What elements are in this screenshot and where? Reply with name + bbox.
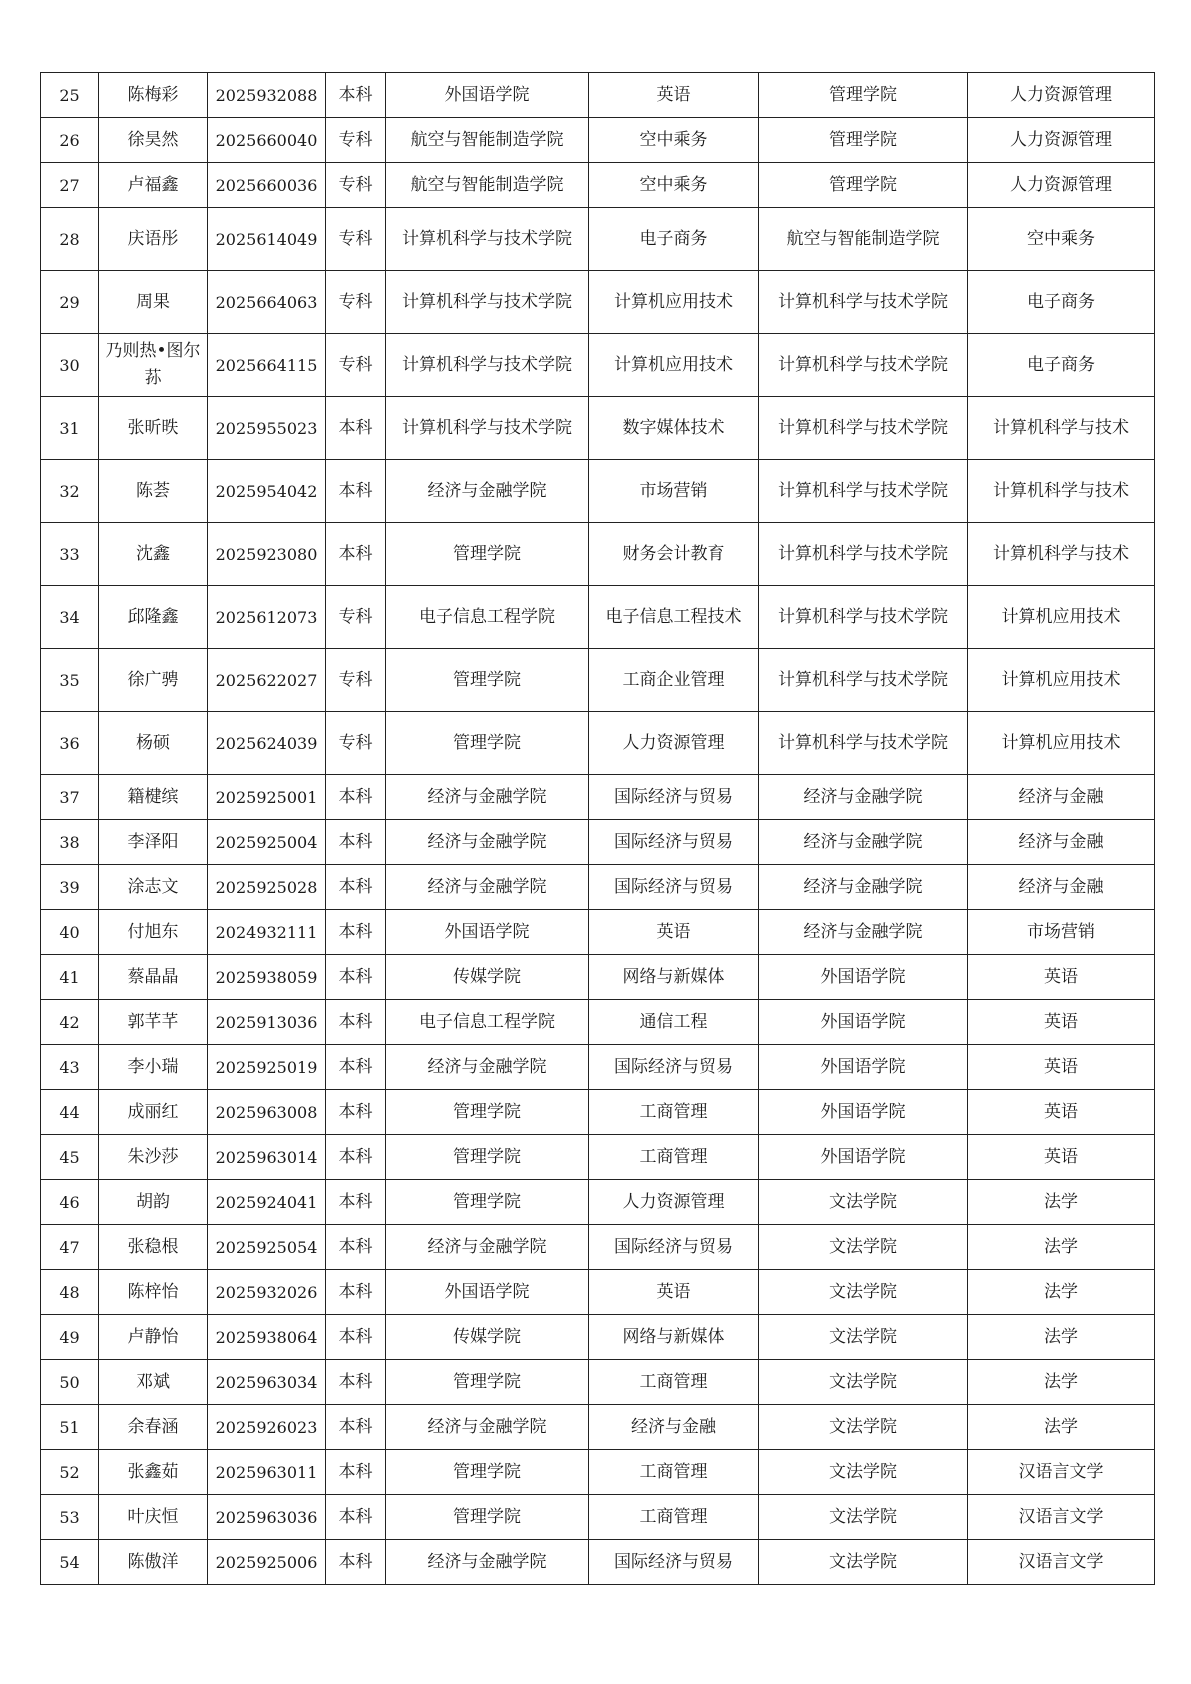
student-id-cell: 2025925028 bbox=[208, 865, 326, 910]
original-major-cell: 国际经济与贸易 bbox=[589, 865, 759, 910]
student-name-cell: 李泽阳 bbox=[99, 820, 208, 865]
original-college-cell: 管理学院 bbox=[386, 1450, 589, 1495]
original-major-cell: 工商管理 bbox=[589, 1450, 759, 1495]
student-name-cell: 卢福鑫 bbox=[99, 163, 208, 208]
original-major-cell: 财务会计教育 bbox=[589, 523, 759, 586]
row-number-cell: 43 bbox=[41, 1045, 99, 1090]
student-name-cell: 付旭东 bbox=[99, 910, 208, 955]
student-name-cell: 庆语彤 bbox=[99, 208, 208, 271]
student-id-cell: 2025932026 bbox=[208, 1270, 326, 1315]
original-major-cell: 人力资源管理 bbox=[589, 712, 759, 775]
target-college-cell: 文法学院 bbox=[759, 1450, 968, 1495]
original-college-cell: 经济与金融学院 bbox=[386, 460, 589, 523]
student-name-cell: 陈梅彩 bbox=[99, 73, 208, 118]
student-name-cell: 沈鑫 bbox=[99, 523, 208, 586]
target-major-cell: 计算机科学与技术 bbox=[968, 397, 1155, 460]
target-major-cell: 电子商务 bbox=[968, 271, 1155, 334]
education-level-cell: 专科 bbox=[326, 208, 386, 271]
original-college-cell: 管理学院 bbox=[386, 1180, 589, 1225]
student-id-cell: 2025963036 bbox=[208, 1495, 326, 1540]
target-major-cell: 计算机应用技术 bbox=[968, 712, 1155, 775]
student-name-cell: 蔡晶晶 bbox=[99, 955, 208, 1000]
target-college-cell: 外国语学院 bbox=[759, 1135, 968, 1180]
transfer-roster-table bbox=[40, 72, 1155, 1585]
target-major-cell: 法学 bbox=[968, 1315, 1155, 1360]
student-id-cell: 2025925054 bbox=[208, 1225, 326, 1270]
original-college-cell: 管理学院 bbox=[386, 712, 589, 775]
original-college-cell: 航空与智能制造学院 bbox=[386, 118, 589, 163]
table-row bbox=[41, 73, 1155, 118]
original-college-cell: 管理学院 bbox=[386, 1090, 589, 1135]
original-college-cell: 外国语学院 bbox=[386, 73, 589, 118]
original-major-cell: 电子信息工程技术 bbox=[589, 586, 759, 649]
target-college-cell: 文法学院 bbox=[759, 1495, 968, 1540]
target-college-cell: 外国语学院 bbox=[759, 955, 968, 1000]
education-level-cell: 本科 bbox=[326, 1450, 386, 1495]
original-college-cell: 经济与金融学院 bbox=[386, 1540, 589, 1585]
row-number-cell: 38 bbox=[41, 820, 99, 865]
original-major-cell: 英语 bbox=[589, 73, 759, 118]
education-level-cell: 专科 bbox=[326, 163, 386, 208]
row-number-cell: 48 bbox=[41, 1270, 99, 1315]
target-major-cell: 英语 bbox=[968, 1135, 1155, 1180]
target-college-cell: 文法学院 bbox=[759, 1405, 968, 1450]
target-major-cell: 计算机应用技术 bbox=[968, 649, 1155, 712]
table-row bbox=[41, 523, 1155, 586]
table-row bbox=[41, 955, 1155, 1000]
student-id-cell: 2025664115 bbox=[208, 334, 326, 397]
education-level-cell: 本科 bbox=[326, 523, 386, 586]
row-number-cell: 47 bbox=[41, 1225, 99, 1270]
original-college-cell: 经济与金融学院 bbox=[386, 820, 589, 865]
target-college-cell: 计算机科学与技术学院 bbox=[759, 712, 968, 775]
target-college-cell: 经济与金融学院 bbox=[759, 820, 968, 865]
student-id-cell: 2025925001 bbox=[208, 775, 326, 820]
row-number-cell: 27 bbox=[41, 163, 99, 208]
table-row bbox=[41, 1495, 1155, 1540]
original-college-cell: 管理学院 bbox=[386, 1495, 589, 1540]
original-major-cell: 英语 bbox=[589, 910, 759, 955]
target-college-cell: 文法学院 bbox=[759, 1540, 968, 1585]
original-college-cell: 计算机科学与技术学院 bbox=[386, 334, 589, 397]
student-id-cell: 2025924041 bbox=[208, 1180, 326, 1225]
table-row bbox=[41, 208, 1155, 271]
row-number-cell: 50 bbox=[41, 1360, 99, 1405]
student-id-cell: 2025938059 bbox=[208, 955, 326, 1000]
student-name-cell: 涂志文 bbox=[99, 865, 208, 910]
table-row bbox=[41, 1045, 1155, 1090]
table-row bbox=[41, 1315, 1155, 1360]
table-row bbox=[41, 1360, 1155, 1405]
original-major-cell: 经济与金融 bbox=[589, 1405, 759, 1450]
student-id-cell: 2025926023 bbox=[208, 1405, 326, 1450]
original-college-cell: 管理学院 bbox=[386, 1135, 589, 1180]
target-college-cell: 经济与金融学院 bbox=[759, 865, 968, 910]
row-number-cell: 30 bbox=[41, 334, 99, 397]
target-major-cell: 英语 bbox=[968, 955, 1155, 1000]
original-college-cell: 管理学院 bbox=[386, 1360, 589, 1405]
target-major-cell: 英语 bbox=[968, 1090, 1155, 1135]
original-college-cell: 经济与金融学院 bbox=[386, 775, 589, 820]
target-major-cell: 计算机科学与技术 bbox=[968, 460, 1155, 523]
student-id-cell: 2025913036 bbox=[208, 1000, 326, 1045]
target-college-cell: 文法学院 bbox=[759, 1180, 968, 1225]
student-id-cell: 2024932111 bbox=[208, 910, 326, 955]
table-row bbox=[41, 1000, 1155, 1045]
target-college-cell: 计算机科学与技术学院 bbox=[759, 523, 968, 586]
target-major-cell: 汉语言文学 bbox=[968, 1540, 1155, 1585]
table-row bbox=[41, 1405, 1155, 1450]
original-college-cell: 外国语学院 bbox=[386, 1270, 589, 1315]
target-major-cell: 电子商务 bbox=[968, 334, 1155, 397]
education-level-cell: 本科 bbox=[326, 1225, 386, 1270]
student-name-cell: 张昕昳 bbox=[99, 397, 208, 460]
education-level-cell: 专科 bbox=[326, 586, 386, 649]
target-college-cell: 文法学院 bbox=[759, 1315, 968, 1360]
student-name-cell: 成丽红 bbox=[99, 1090, 208, 1135]
table-row bbox=[41, 865, 1155, 910]
student-id-cell: 2025963008 bbox=[208, 1090, 326, 1135]
student-name-cell: 邓斌 bbox=[99, 1360, 208, 1405]
original-major-cell: 工商企业管理 bbox=[589, 649, 759, 712]
student-name-cell: 杨硕 bbox=[99, 712, 208, 775]
original-major-cell: 国际经济与贸易 bbox=[589, 1540, 759, 1585]
row-number-cell: 51 bbox=[41, 1405, 99, 1450]
target-college-cell: 经济与金融学院 bbox=[759, 775, 968, 820]
row-number-cell: 41 bbox=[41, 955, 99, 1000]
education-level-cell: 本科 bbox=[326, 73, 386, 118]
original-major-cell: 工商管理 bbox=[589, 1360, 759, 1405]
original-college-cell: 计算机科学与技术学院 bbox=[386, 397, 589, 460]
student-id-cell: 2025925019 bbox=[208, 1045, 326, 1090]
education-level-cell: 本科 bbox=[326, 1180, 386, 1225]
target-college-cell: 计算机科学与技术学院 bbox=[759, 586, 968, 649]
student-name-cell: 周果 bbox=[99, 271, 208, 334]
original-major-cell: 工商管理 bbox=[589, 1090, 759, 1135]
target-major-cell: 人力资源管理 bbox=[968, 118, 1155, 163]
student-name-cell: 朱沙莎 bbox=[99, 1135, 208, 1180]
row-number-cell: 44 bbox=[41, 1090, 99, 1135]
original-major-cell: 市场营销 bbox=[589, 460, 759, 523]
original-major-cell: 国际经济与贸易 bbox=[589, 1225, 759, 1270]
target-college-cell: 文法学院 bbox=[759, 1270, 968, 1315]
original-major-cell: 国际经济与贸易 bbox=[589, 775, 759, 820]
original-college-cell: 经济与金融学院 bbox=[386, 865, 589, 910]
target-major-cell: 法学 bbox=[968, 1405, 1155, 1450]
original-college-cell: 传媒学院 bbox=[386, 955, 589, 1000]
education-level-cell: 专科 bbox=[326, 649, 386, 712]
table-row bbox=[41, 118, 1155, 163]
education-level-cell: 本科 bbox=[326, 1090, 386, 1135]
row-number-cell: 28 bbox=[41, 208, 99, 271]
original-college-cell: 航空与智能制造学院 bbox=[386, 163, 589, 208]
education-level-cell: 本科 bbox=[326, 1405, 386, 1450]
education-level-cell: 本科 bbox=[326, 955, 386, 1000]
original-major-cell: 人力资源管理 bbox=[589, 1180, 759, 1225]
row-number-cell: 35 bbox=[41, 649, 99, 712]
education-level-cell: 本科 bbox=[326, 1000, 386, 1045]
original-college-cell: 管理学院 bbox=[386, 523, 589, 586]
original-college-cell: 经济与金融学院 bbox=[386, 1045, 589, 1090]
student-id-cell: 2025660036 bbox=[208, 163, 326, 208]
roster-body bbox=[41, 73, 1155, 1585]
student-name-cell: 郭芊芊 bbox=[99, 1000, 208, 1045]
target-major-cell: 汉语言文学 bbox=[968, 1450, 1155, 1495]
target-college-cell: 经济与金融学院 bbox=[759, 910, 968, 955]
student-name-cell: 徐昊然 bbox=[99, 118, 208, 163]
table-row bbox=[41, 1270, 1155, 1315]
table-row bbox=[41, 1540, 1155, 1585]
student-id-cell: 2025923080 bbox=[208, 523, 326, 586]
row-number-cell: 31 bbox=[41, 397, 99, 460]
original-major-cell: 空中乘务 bbox=[589, 163, 759, 208]
original-college-cell: 计算机科学与技术学院 bbox=[386, 208, 589, 271]
row-number-cell: 36 bbox=[41, 712, 99, 775]
student-id-cell: 2025664063 bbox=[208, 271, 326, 334]
target-college-cell: 文法学院 bbox=[759, 1225, 968, 1270]
row-number-cell: 32 bbox=[41, 460, 99, 523]
table-row bbox=[41, 712, 1155, 775]
education-level-cell: 本科 bbox=[326, 1495, 386, 1540]
original-college-cell: 外国语学院 bbox=[386, 910, 589, 955]
student-id-cell: 2025925004 bbox=[208, 820, 326, 865]
student-name-cell: 李小瑞 bbox=[99, 1045, 208, 1090]
original-major-cell: 工商管理 bbox=[589, 1135, 759, 1180]
table-row bbox=[41, 1090, 1155, 1135]
row-number-cell: 49 bbox=[41, 1315, 99, 1360]
original-major-cell: 工商管理 bbox=[589, 1495, 759, 1540]
education-level-cell: 本科 bbox=[326, 1540, 386, 1585]
education-level-cell: 本科 bbox=[326, 1360, 386, 1405]
original-major-cell: 通信工程 bbox=[589, 1000, 759, 1045]
education-level-cell: 专科 bbox=[326, 271, 386, 334]
student-id-cell: 2025925006 bbox=[208, 1540, 326, 1585]
student-name-cell: 胡韵 bbox=[99, 1180, 208, 1225]
target-major-cell: 法学 bbox=[968, 1270, 1155, 1315]
target-major-cell: 法学 bbox=[968, 1180, 1155, 1225]
target-major-cell: 经济与金融 bbox=[968, 820, 1155, 865]
target-college-cell: 外国语学院 bbox=[759, 1000, 968, 1045]
education-level-cell: 本科 bbox=[326, 1045, 386, 1090]
row-number-cell: 34 bbox=[41, 586, 99, 649]
target-college-cell: 计算机科学与技术学院 bbox=[759, 460, 968, 523]
education-level-cell: 本科 bbox=[326, 1315, 386, 1360]
education-level-cell: 本科 bbox=[326, 775, 386, 820]
original-college-cell: 经济与金融学院 bbox=[386, 1225, 589, 1270]
original-major-cell: 国际经济与贸易 bbox=[589, 820, 759, 865]
original-major-cell: 计算机应用技术 bbox=[589, 334, 759, 397]
education-level-cell: 专科 bbox=[326, 334, 386, 397]
education-level-cell: 本科 bbox=[326, 397, 386, 460]
target-college-cell: 管理学院 bbox=[759, 73, 968, 118]
table-row bbox=[41, 460, 1155, 523]
student-id-cell: 2025938064 bbox=[208, 1315, 326, 1360]
education-level-cell: 本科 bbox=[326, 1135, 386, 1180]
target-college-cell: 计算机科学与技术学院 bbox=[759, 397, 968, 460]
target-major-cell: 空中乘务 bbox=[968, 208, 1155, 271]
student-id-cell: 2025963011 bbox=[208, 1450, 326, 1495]
student-name-cell: 叶庆恒 bbox=[99, 1495, 208, 1540]
education-level-cell: 本科 bbox=[326, 1270, 386, 1315]
student-id-cell: 2025963014 bbox=[208, 1135, 326, 1180]
education-level-cell: 本科 bbox=[326, 460, 386, 523]
target-major-cell: 英语 bbox=[968, 1000, 1155, 1045]
table-row bbox=[41, 910, 1155, 955]
row-number-cell: 53 bbox=[41, 1495, 99, 1540]
original-major-cell: 网络与新媒体 bbox=[589, 1315, 759, 1360]
original-college-cell: 电子信息工程学院 bbox=[386, 586, 589, 649]
target-college-cell: 管理学院 bbox=[759, 163, 968, 208]
table-row bbox=[41, 1180, 1155, 1225]
education-level-cell: 本科 bbox=[326, 865, 386, 910]
table-row bbox=[41, 1450, 1155, 1495]
student-id-cell: 2025660040 bbox=[208, 118, 326, 163]
target-major-cell: 计算机应用技术 bbox=[968, 586, 1155, 649]
target-college-cell: 航空与智能制造学院 bbox=[759, 208, 968, 271]
original-major-cell: 计算机应用技术 bbox=[589, 271, 759, 334]
student-id-cell: 2025954042 bbox=[208, 460, 326, 523]
target-college-cell: 计算机科学与技术学院 bbox=[759, 334, 968, 397]
table-row bbox=[41, 397, 1155, 460]
education-level-cell: 本科 bbox=[326, 820, 386, 865]
table-row bbox=[41, 271, 1155, 334]
target-college-cell: 外国语学院 bbox=[759, 1045, 968, 1090]
student-id-cell: 2025963034 bbox=[208, 1360, 326, 1405]
original-college-cell: 计算机科学与技术学院 bbox=[386, 271, 589, 334]
education-level-cell: 专科 bbox=[326, 712, 386, 775]
target-college-cell: 外国语学院 bbox=[759, 1090, 968, 1135]
target-major-cell: 人力资源管理 bbox=[968, 73, 1155, 118]
student-name-cell: 余春涵 bbox=[99, 1405, 208, 1450]
row-number-cell: 29 bbox=[41, 271, 99, 334]
row-number-cell: 39 bbox=[41, 865, 99, 910]
table-row bbox=[41, 1135, 1155, 1180]
student-name-cell: 陈荟 bbox=[99, 460, 208, 523]
student-name-cell: 陈梓怡 bbox=[99, 1270, 208, 1315]
original-major-cell: 数字媒体技术 bbox=[589, 397, 759, 460]
original-college-cell: 经济与金融学院 bbox=[386, 1405, 589, 1450]
original-college-cell: 传媒学院 bbox=[386, 1315, 589, 1360]
table-row bbox=[41, 649, 1155, 712]
original-major-cell: 空中乘务 bbox=[589, 118, 759, 163]
table-row bbox=[41, 586, 1155, 649]
row-number-cell: 46 bbox=[41, 1180, 99, 1225]
row-number-cell: 25 bbox=[41, 73, 99, 118]
target-college-cell: 文法学院 bbox=[759, 1360, 968, 1405]
student-name-cell: 籍楗缤 bbox=[99, 775, 208, 820]
student-name-cell: 徐广骋 bbox=[99, 649, 208, 712]
target-major-cell: 人力资源管理 bbox=[968, 163, 1155, 208]
target-major-cell: 汉语言文学 bbox=[968, 1495, 1155, 1540]
student-id-cell: 2025622027 bbox=[208, 649, 326, 712]
student-id-cell: 2025614049 bbox=[208, 208, 326, 271]
row-number-cell: 42 bbox=[41, 1000, 99, 1045]
student-name-cell: 张稳根 bbox=[99, 1225, 208, 1270]
student-id-cell: 2025955023 bbox=[208, 397, 326, 460]
student-id-cell: 2025932088 bbox=[208, 73, 326, 118]
target-major-cell: 法学 bbox=[968, 1360, 1155, 1405]
row-number-cell: 26 bbox=[41, 118, 99, 163]
row-number-cell: 37 bbox=[41, 775, 99, 820]
education-level-cell: 专科 bbox=[326, 118, 386, 163]
row-number-cell: 40 bbox=[41, 910, 99, 955]
original-college-cell: 管理学院 bbox=[386, 649, 589, 712]
row-number-cell: 52 bbox=[41, 1450, 99, 1495]
table-row bbox=[41, 334, 1155, 397]
row-number-cell: 54 bbox=[41, 1540, 99, 1585]
target-major-cell: 经济与金融 bbox=[968, 865, 1155, 910]
original-major-cell: 国际经济与贸易 bbox=[589, 1045, 759, 1090]
table-row bbox=[41, 820, 1155, 865]
row-number-cell: 33 bbox=[41, 523, 99, 586]
target-college-cell: 计算机科学与技术学院 bbox=[759, 271, 968, 334]
original-major-cell: 电子商务 bbox=[589, 208, 759, 271]
target-major-cell: 法学 bbox=[968, 1225, 1155, 1270]
target-college-cell: 管理学院 bbox=[759, 118, 968, 163]
student-id-cell: 2025612073 bbox=[208, 586, 326, 649]
row-number-cell: 45 bbox=[41, 1135, 99, 1180]
target-major-cell: 计算机科学与技术 bbox=[968, 523, 1155, 586]
table-row bbox=[41, 775, 1155, 820]
original-college-cell: 电子信息工程学院 bbox=[386, 1000, 589, 1045]
target-major-cell: 英语 bbox=[968, 1045, 1155, 1090]
original-major-cell: 英语 bbox=[589, 1270, 759, 1315]
table-row bbox=[41, 163, 1155, 208]
target-college-cell: 计算机科学与技术学院 bbox=[759, 649, 968, 712]
student-name-cell: 邱隆鑫 bbox=[99, 586, 208, 649]
student-id-cell: 2025624039 bbox=[208, 712, 326, 775]
table-row bbox=[41, 1225, 1155, 1270]
student-name-cell: 陈傲洋 bbox=[99, 1540, 208, 1585]
target-major-cell: 经济与金融 bbox=[968, 775, 1155, 820]
student-name-cell: 卢静怡 bbox=[99, 1315, 208, 1360]
original-major-cell: 网络与新媒体 bbox=[589, 955, 759, 1000]
education-level-cell: 本科 bbox=[326, 910, 386, 955]
student-name-cell: 乃则热•图尔荪 bbox=[99, 334, 208, 397]
target-major-cell: 市场营销 bbox=[968, 910, 1155, 955]
student-name-cell: 张鑫茹 bbox=[99, 1450, 208, 1495]
